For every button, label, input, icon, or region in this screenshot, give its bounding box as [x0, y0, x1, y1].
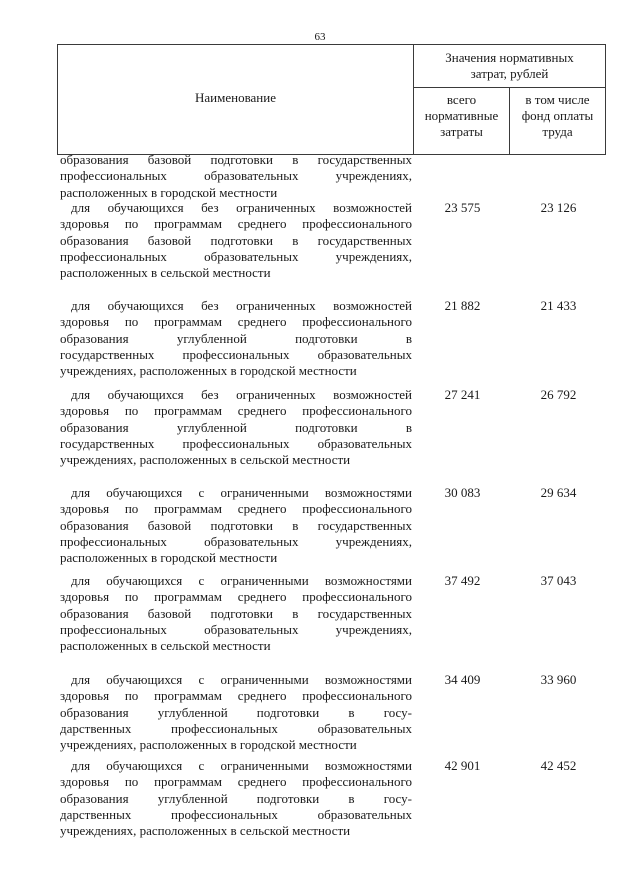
text-line: для обучающихся с ограниченными возможностями — [71, 573, 412, 588]
text-line: образования углубленной подготовки в — [60, 330, 412, 346]
text-line: расположенных в сельской местности — [60, 638, 271, 654]
text-line: расположенных в городской местности — [60, 184, 278, 200]
header-wage-column — [509, 87, 606, 155]
row-wage-value: 42 452 — [540, 758, 577, 773]
header-values-label: Значения нормативных затрат, рублей — [445, 50, 574, 81]
text-line: для обучающихся с ограниченными возможностями — [71, 758, 412, 773]
text-line: для обучающихся без ограниченных возможностей — [71, 298, 412, 313]
text-line: учреждениях, расположенных в городской местности — [60, 737, 357, 753]
text-line: здоровья по программам среднего профессионального — [60, 403, 412, 419]
text-line: государственных профессиональных образовательных — [60, 346, 412, 362]
text-line: расположенных в городской местности — [60, 550, 278, 566]
header-wage-label: в том числе фонд оплаты труда — [521, 92, 594, 139]
text-line: образования базовой подготовки в государственных — [60, 232, 412, 248]
text-line: профессиональных образовательных учреждениях, — [60, 248, 412, 264]
row-wage-value: 23 126 — [540, 200, 577, 215]
row-wage-value: 29 634 — [540, 485, 577, 500]
text-line: здоровья по программам среднего профессионального — [60, 774, 412, 790]
row-name-cell — [60, 758, 412, 839]
text-line: здоровья по программам среднего профессионального — [60, 688, 412, 704]
row-wage-value: 21 433 — [540, 298, 577, 313]
row-total-value: 23 575 — [444, 200, 481, 215]
header-name-column — [57, 44, 414, 155]
row-wage-value: 37 043 — [540, 573, 577, 588]
text-line: образования базовой подготовки в государственных — [60, 605, 412, 621]
text-line: образования базовой подготовки в государственных — [60, 517, 412, 533]
row-name-cell — [60, 485, 412, 566]
header-total-column — [413, 87, 510, 155]
text-line: государственных профессиональных образовательных — [60, 435, 412, 451]
text-line: для обучающихся с ограниченными возможностями — [71, 672, 412, 687]
text-line: для обучающихся без ограниченных возможностей — [71, 200, 412, 215]
row-name-cell — [60, 672, 412, 753]
text-line: дарственных профессиональных образовательных — [60, 806, 412, 822]
text-line: расположенных в сельской местности — [60, 265, 271, 281]
text-line: профессиональных образовательных учреждениях, — [60, 533, 412, 549]
continuation-text — [60, 152, 412, 201]
page-number: 63 — [314, 31, 326, 43]
row-total-value: 27 241 — [444, 387, 481, 402]
row-total-value: 21 882 — [444, 298, 481, 313]
text-line: профессиональных образовательных учреждениях, — [60, 621, 412, 637]
text-line: образования углубленной подготовки в госу- — [60, 704, 412, 720]
text-line: образования углубленной подготовки в госу- — [60, 790, 412, 806]
text-line: учреждениях, расположенных в городской местности — [60, 363, 357, 379]
text-line: образования углубленной подготовки в — [60, 419, 412, 435]
row-name-cell — [60, 573, 412, 654]
text-line: дарственных профессиональных образовательных — [60, 720, 412, 736]
text-line: здоровья по программам среднего профессионального — [60, 314, 412, 330]
text-line: здоровья по программам среднего профессионального — [60, 501, 412, 517]
header-name-label: Наименование — [195, 90, 276, 105]
text-line: профессиональных образовательных учреждениях, — [60, 168, 412, 184]
row-total-value: 30 083 — [444, 485, 481, 500]
row-wage-value: 26 792 — [540, 387, 577, 402]
text-line: учреждениях, расположенных в сельской местности — [60, 823, 351, 839]
text-line: для обучающихся с ограниченными возможностями — [71, 485, 412, 500]
row-total-value: 42 901 — [444, 758, 481, 773]
row-total-value: 34 409 — [444, 672, 481, 687]
text-line: для обучающихся без ограниченных возможностей — [71, 387, 412, 402]
text-line: здоровья по программам среднего профессионального — [60, 216, 412, 232]
row-wage-value: 33 960 — [540, 672, 577, 687]
text-line: учреждениях, расположенных в сельской местности — [60, 452, 351, 468]
row-name-cell — [60, 298, 412, 379]
header-total-label: всего нормативные затраты — [424, 92, 499, 139]
text-line: образования базовой подготовки в государственных — [60, 152, 412, 167]
row-name-cell — [60, 387, 412, 468]
row-name-cell — [60, 200, 412, 281]
row-total-value: 37 492 — [444, 573, 481, 588]
text-line: здоровья по программам среднего профессионального — [60, 589, 412, 605]
header-values-group — [413, 44, 606, 88]
